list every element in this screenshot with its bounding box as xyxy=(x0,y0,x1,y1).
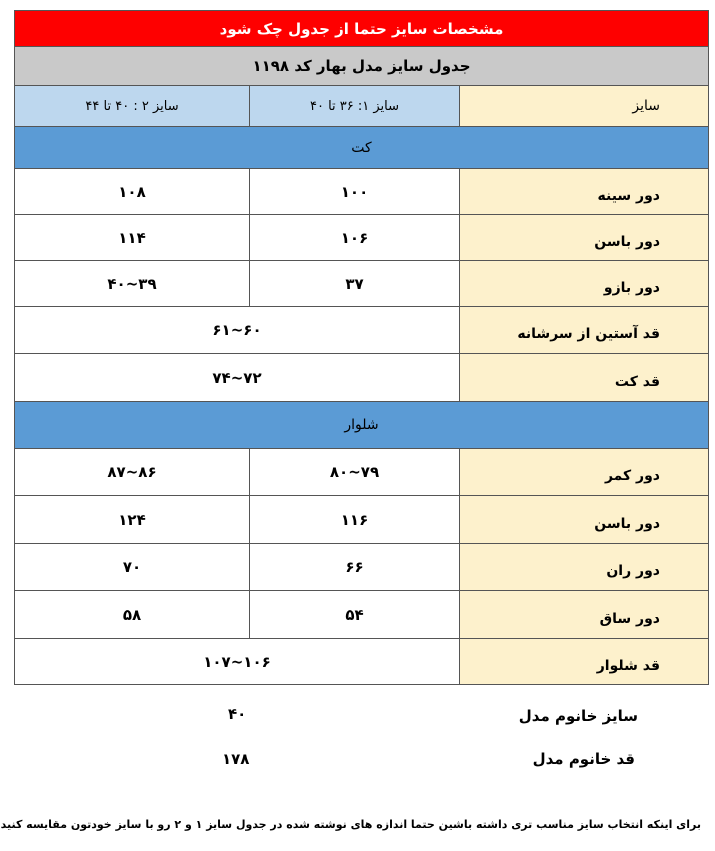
size2-value: ۱۲۴ xyxy=(15,496,250,543)
row-label: دور باسن xyxy=(460,215,708,260)
row-label: قد آستین از سرشانه xyxy=(460,307,708,353)
coat-section-header: کت xyxy=(14,127,709,169)
table-row xyxy=(14,307,709,354)
size-header-row xyxy=(14,86,709,127)
size2-header: سایز ۲ : ۴۰ تا ۴۴ xyxy=(15,86,250,126)
model-height-label: قد خانوم مدل xyxy=(532,750,635,768)
table-row xyxy=(14,639,709,685)
merged-value: ۶۰~۶۱ xyxy=(15,307,460,353)
size1-value: ۱۱۶ xyxy=(250,496,460,543)
row-label: دور کمر xyxy=(460,449,708,495)
size2-value: ۳۹~۴۰ xyxy=(15,261,250,306)
model-size-label: سایز خانوم مدل xyxy=(518,707,638,725)
merged-value: ۷۲~۷۴ xyxy=(15,354,460,401)
model-size-value: ۴۰ xyxy=(228,705,247,723)
row-label: دور ساق xyxy=(460,591,708,638)
size1-value: ۷۹~۸۰ xyxy=(250,449,460,495)
row-label: قد شلوار xyxy=(460,639,708,684)
table-row xyxy=(14,354,709,402)
table-row xyxy=(14,215,709,261)
row-label: دور سینه xyxy=(460,169,708,214)
size2-value: ۱۱۴ xyxy=(15,215,250,260)
model-height-value: ۱۷۸ xyxy=(222,750,250,768)
table-row xyxy=(14,261,709,307)
size-table xyxy=(14,10,709,685)
size1-value: ۵۴ xyxy=(250,591,460,638)
merged-value: ۱۰۶~۱۰۷ xyxy=(15,639,460,684)
row-label: دور باسن xyxy=(460,496,708,543)
table-row xyxy=(14,449,709,496)
size2-value: ۱۰۸ xyxy=(15,169,250,214)
row-label: دور ران xyxy=(460,544,708,590)
size1-value: ۳۷ xyxy=(250,261,460,306)
table-row xyxy=(14,496,709,544)
size2-value: ۵۸ xyxy=(15,591,250,638)
size2-value: ۸۶~۸۷ xyxy=(15,449,250,495)
table-title: مشخصات سایز حتما از جدول چک شود xyxy=(14,10,709,47)
size-header-label: سایز xyxy=(460,86,708,126)
size1-value: ۱۰۰ xyxy=(250,169,460,214)
row-label: قد کت xyxy=(460,354,708,401)
size2-value: ۷۰ xyxy=(15,544,250,590)
row-label: دور بازو xyxy=(460,261,708,306)
size-note: برای اینکه انتخاب سایز مناسب تری داشته باشین حتما اندازه های نوشته شده در جدول سایز ۱ و ۲ رو با سایز خودتون مقایسه کنید xyxy=(0,818,701,831)
size1-value: ۱۰۶ xyxy=(250,215,460,260)
size1-value: ۶۶ xyxy=(250,544,460,590)
table-row xyxy=(14,591,709,639)
table-row xyxy=(14,544,709,591)
table-subtitle: جدول سایز مدل بهار کد ۱۱۹۸ xyxy=(14,47,709,86)
pants-section-header: شلوار xyxy=(14,402,709,449)
size1-header: سایز ۱: ۳۶ تا ۴۰ xyxy=(250,86,460,126)
table-row xyxy=(14,169,709,215)
